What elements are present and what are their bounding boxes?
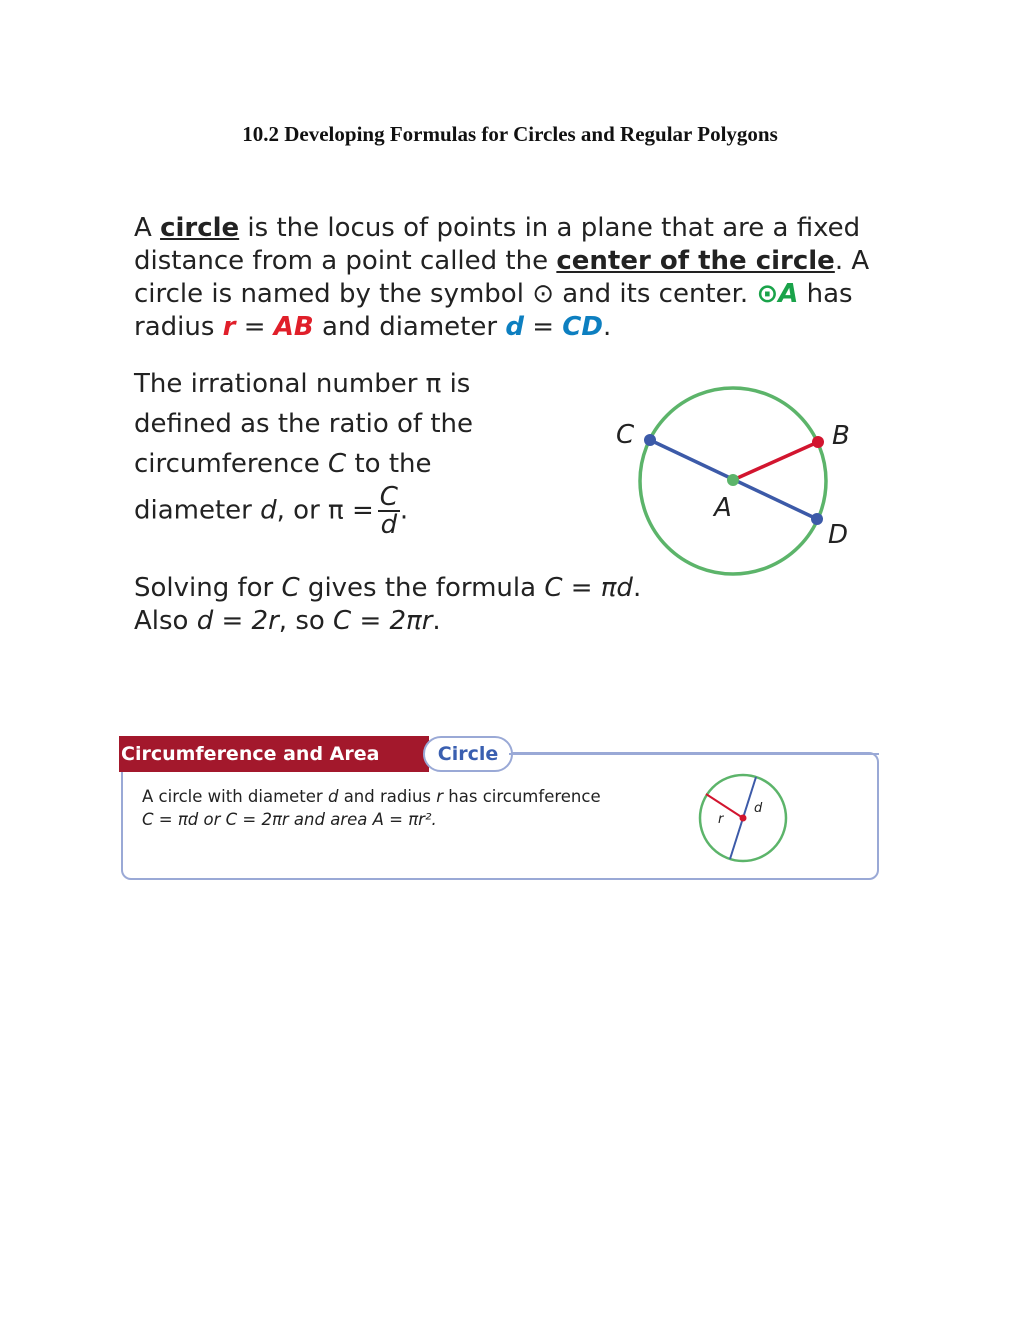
box-header xyxy=(119,736,879,772)
variable-d: d xyxy=(260,495,277,526)
text-fragment: . xyxy=(399,495,409,526)
text-fragment: = xyxy=(523,312,563,342)
point-d xyxy=(811,513,823,525)
text-fragment: , or π = xyxy=(276,495,374,526)
text-fragment: A xyxy=(134,213,161,243)
text-fragment: has radius xyxy=(134,279,853,342)
pi-definition xyxy=(134,364,554,538)
mini-circle-svg xyxy=(690,770,800,870)
label-c: C xyxy=(616,420,635,450)
fraction-numerator: C xyxy=(379,482,398,512)
variable-d: d xyxy=(327,787,339,806)
page-title: 10.2 Developing Formulas for Circles and Regular Polygons xyxy=(242,122,778,146)
mini-circle-diagram xyxy=(690,770,800,875)
text-fragment: . xyxy=(602,312,612,342)
text-fragment: A circle with diameter xyxy=(142,787,328,806)
variable-c: C xyxy=(281,573,300,603)
text-fragment: = xyxy=(235,312,274,342)
label-b: B xyxy=(832,421,850,451)
box-header-title: Circumference and Area xyxy=(119,736,429,772)
variable-c: C xyxy=(328,449,347,479)
solving-paragraph xyxy=(134,572,694,638)
text-fragment: Solving for xyxy=(134,573,282,603)
circle-definition xyxy=(134,212,894,344)
pi-fraction xyxy=(378,484,400,538)
text-fragment: . A circle is named by the symbol ⊙ and its center. xyxy=(134,246,870,309)
radius-ab xyxy=(733,442,818,480)
fraction-denominator: d xyxy=(380,510,398,540)
text-fragment: , so xyxy=(278,606,334,636)
box-description xyxy=(142,785,662,831)
box-header-tab: Circle xyxy=(423,736,513,772)
label-a: A xyxy=(714,493,732,523)
point-b xyxy=(812,436,824,448)
point-a xyxy=(727,474,739,486)
circle-diagram-svg xyxy=(600,376,870,576)
term-circle: circle xyxy=(160,213,240,243)
text-fragment: and radius xyxy=(338,787,437,806)
formula-d-2r: d = 2r xyxy=(196,606,279,636)
radius-variable: r xyxy=(222,312,236,342)
text-fragment: . Also xyxy=(134,573,642,636)
text-fragment: and diameter xyxy=(313,312,506,342)
variable-r: r xyxy=(436,787,444,806)
text-fragment: . xyxy=(432,606,441,636)
box-line-2: C = πd or C = 2πr and area A = πr². xyxy=(142,810,437,829)
text-fragment: has circumference xyxy=(443,787,601,806)
text-fragment: The irrational number π is defined as the ratio of the circumference xyxy=(134,369,474,479)
diameter-segment: CD xyxy=(562,312,603,342)
mini-radius xyxy=(706,794,743,818)
point-c xyxy=(644,434,656,446)
formula-c-2pi-r: C = 2πr xyxy=(333,606,433,636)
mini-label-r: r xyxy=(718,812,724,827)
header-rule xyxy=(119,736,879,772)
mini-label-d: d xyxy=(754,801,763,816)
circle-a-symbol: ⊙A xyxy=(756,279,799,309)
text-fragment: to the diameter xyxy=(134,449,432,526)
diameter-variable: d xyxy=(505,312,524,342)
label-d: D xyxy=(828,520,849,550)
formula-c-pi-d: C = πd xyxy=(544,573,633,603)
text-fragment: is the locus of points in a plane that are a fixed distance from a point called the xyxy=(134,213,861,276)
text-fragment: gives the formula xyxy=(299,573,545,603)
term-center-of-the-circle: center of the circle xyxy=(556,246,835,276)
box-line-1 xyxy=(142,785,662,808)
radius-segment: AB xyxy=(273,312,314,342)
mini-center-point xyxy=(740,815,747,822)
circle-diagram xyxy=(600,376,870,581)
